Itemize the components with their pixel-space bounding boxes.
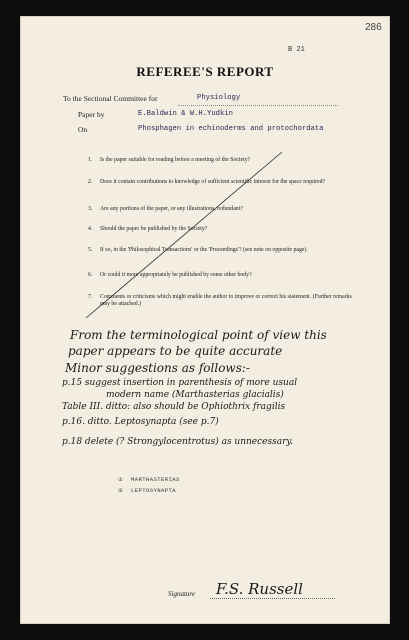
paper-by-label: Paper by [78,110,105,119]
question-1: 1. Is the paper suitable for reading before a meeting of the Society? [88,157,251,163]
committee-value: Physiology [197,94,241,102]
question-7: 7. Comments or criticisms which might enable the author to improve or correct his statement. (Further remarks may be attached.) [88,294,352,307]
comment-line-4: p.15 suggest insertion in parenthesis of more usual [62,378,298,388]
comment-line-2: paper appears to be quite accurate [68,344,283,358]
authors-value: E.Baldwin & W.H.Yudkin [138,110,233,118]
paper-subject-value: Phosphagen in echinoderms and protochordata [138,125,324,133]
page-title: REFEREE'S REPORT [136,64,274,79]
report-sheet [20,16,390,624]
question-2: 2. Does it contain contributions to knowledge of sufficient scientific interest for the space required? [88,179,326,185]
on-label: On [78,125,88,134]
strike-through-line [20,16,390,624]
comment-line-8: p.18 delete (? Strongylocentrotus) as unnecessary. [62,437,294,447]
folio-number: 286 [365,22,382,33]
question-6: 6. Or could it more appropriately be published by some other body? [88,272,252,278]
committee-label: To the Sectional Committee for [63,94,158,103]
footnote-2: ② LEPTOSYNAPTA [118,487,177,494]
comment-line-6: Table III. ditto: also should be Ophiothrix fragilis [62,402,286,412]
question-4: 4. Should the paper be published by the Society? [88,226,208,232]
question-3: 3. Are any portions of the paper, or any illustrations, redundant? [88,206,243,212]
comment-line-3: Minor suggestions as follows:- [65,361,250,375]
signature-label: Signature [168,590,195,598]
comment-line-7: p.16. ditto. Leptosynapta (see p.7) [62,417,219,427]
footnote-1: ① MARTHASTERIAS [118,476,180,483]
comment-line-5: modern name (Marthasterias glacialis) [106,390,284,400]
reference-code: B 21 [288,46,305,54]
comment-line-1: From the terminological point of view this [70,328,327,342]
signature: F.S. Russell [216,580,303,598]
question-5: 5. If so, in the 'Philosophical Transactions' or the 'Proceedings'? (see note on opposite page). [88,247,308,253]
